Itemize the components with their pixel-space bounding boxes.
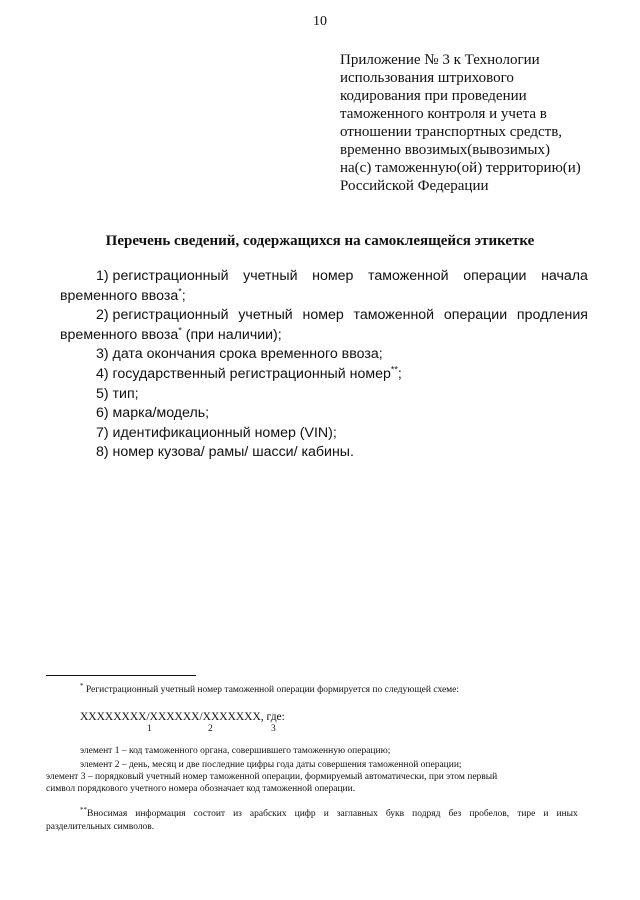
word: таможенной	[353, 307, 435, 324]
text: Вносимая	[87, 809, 128, 819]
text: ;	[181, 287, 186, 304]
text: 4) государственный регистрационный номер	[96, 365, 391, 382]
appendix-header	[340, 51, 610, 195]
text: Регистрационный учетный номер таможенной операции формируется по следующей схеме:	[83, 685, 460, 695]
word: букв	[385, 809, 405, 819]
appendix-line: отношении транспортных средств,	[340, 124, 563, 140]
list-item-7: 7) идентификационный номер (VIN);	[96, 424, 337, 441]
appendix-line: использования штрихового	[340, 70, 514, 86]
word: иных	[556, 809, 578, 819]
scheme-index-3: 3	[271, 724, 276, 734]
list-item-6: 6) марка/модель;	[96, 405, 210, 422]
footnote-2	[46, 805, 578, 821]
word: операции	[443, 307, 508, 324]
word: и	[543, 809, 549, 819]
scheme-index-2: 2	[208, 724, 213, 734]
text: временного ввоза	[60, 326, 179, 343]
word: состоит	[193, 809, 226, 819]
footnote-ref: *	[178, 325, 182, 336]
word: арабских	[249, 809, 287, 819]
appendix-line: таможенного контроля и учета в	[340, 106, 547, 122]
appendix-line: Российской Федерации	[340, 178, 489, 194]
word	[46, 805, 128, 821]
word: учетный	[243, 268, 298, 284]
word: таможенной	[368, 268, 449, 284]
number-scheme: XXXXXXXX/XXXXXX/XXXXXXX, где:	[80, 711, 285, 723]
word: 1) регистрационный	[96, 268, 229, 284]
appendix-line: Приложение № 3 к Технологии	[340, 52, 540, 68]
word: тире	[517, 809, 536, 819]
scheme-index-1: 1	[147, 724, 152, 734]
word: номер	[312, 268, 354, 284]
text: (при наличии);	[181, 326, 282, 343]
word: продления	[516, 307, 588, 324]
list-item-1-line-1	[60, 267, 588, 287]
appendix-line: кодирования при проведении	[340, 88, 527, 104]
footnote-ref: **	[390, 364, 398, 375]
word: учетный	[238, 307, 293, 324]
appendix-line: временно ввозимых(вывозимых)	[340, 142, 550, 158]
list-item-2-line-1	[60, 306, 588, 326]
footnote-ref: *	[178, 285, 182, 296]
element-2-desc: элемент 2 – день, месяц и две последние цифры года даты совершения таможенной операции;	[80, 760, 462, 770]
word: информация	[135, 809, 186, 819]
element-3-desc-cont: символ порядкового учетного номера обозначает код таможенной операции.	[46, 784, 356, 794]
page-number: 10	[313, 14, 327, 29]
word: заглавных	[336, 809, 378, 819]
word: номер	[302, 307, 344, 324]
word: начала	[541, 268, 588, 284]
footnote-divider	[46, 675, 196, 676]
element-1-desc: элемент 1 – код таможенного органа, совершившего таможенную операцию;	[80, 746, 391, 756]
footnote-mark: **	[80, 805, 87, 814]
footnote-1	[80, 681, 460, 697]
list-item-2-line-2	[60, 326, 588, 346]
text: временного ввоза	[60, 287, 179, 304]
word: подряд	[412, 809, 441, 819]
element-3-desc: элемент 3 – порядковый учетный номер таможенной операции, формируемый автоматически, при этом первый	[46, 772, 498, 782]
word: цифр	[294, 809, 316, 819]
list-item-4	[60, 365, 588, 385]
footnote-mark: *	[80, 681, 84, 690]
word: без	[448, 809, 462, 819]
appendix-line: на(с) таможенную(ой) территорию(и)	[340, 160, 581, 176]
document-title: Перечень сведений, содержащихся на самоклеящейся этикетке	[105, 233, 535, 249]
info-list	[60, 267, 588, 463]
list-item-5: 5) тип;	[96, 385, 139, 402]
word: и	[323, 809, 329, 819]
word: операции	[463, 268, 527, 284]
footnote-2-cont: разделительных символов.	[46, 822, 155, 832]
word: пробелов,	[469, 809, 510, 819]
list-item-3: 3) дата окончания срока временного ввоза;	[96, 346, 383, 363]
text: ;	[397, 365, 402, 382]
word: 2) регистрационный	[96, 307, 229, 324]
list-item-1-line-2	[60, 287, 588, 307]
word: из	[233, 809, 242, 819]
list-item-8: 8) номер кузова/ рамы/ шасси/ кабины.	[96, 444, 354, 461]
